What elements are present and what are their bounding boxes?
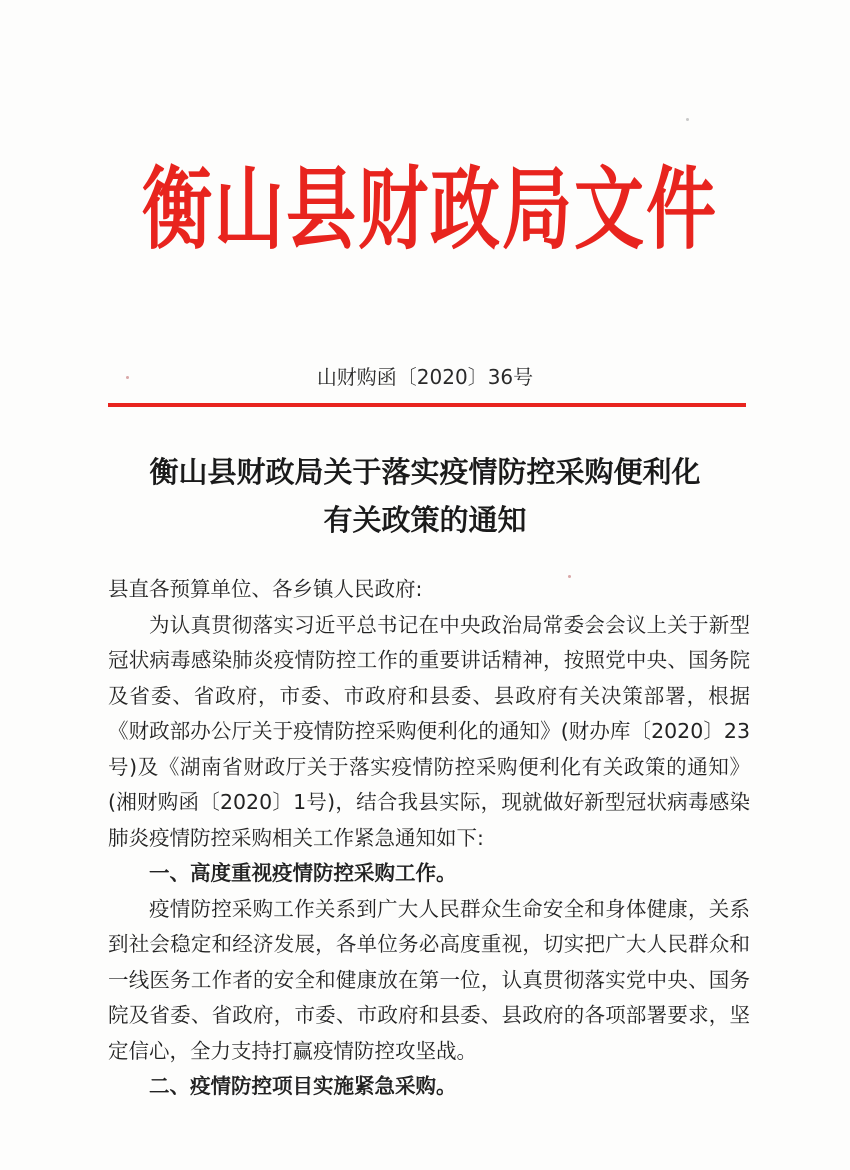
notice-title-line-2: 有关政策的通知: [323, 503, 527, 537]
scan-speck: [568, 575, 571, 578]
intro-paragraph: 为认真贯彻落实习近平总书记在中央政治局常委会会议上关于新型冠状病毒感染肺炎疫情防控工作的重要讲话精神，按照党中央、国务院及省委、省政府，市委、市政府和县委、县政府有关决策部署，根据《财政部办公厅关于疫情防控采购便利化的通知》(财办库〔2020〕23号)及《湖南省财政厅关于落实疫情防控采购便利化有关政策的通知》(湘财购函〔2020〕1号)，结合我县实际，现就做好新型冠状病毒感染肺炎疫情防控采购相关工作紧急通知如下:: [108, 612, 750, 850]
notice-title-line-1: 衡山县财政局关于落实疫情防控采购便利化: [149, 455, 701, 489]
section-1-body: 疫情防控采购工作关系到广大人民群众生命安全和身体健康，关系到社会稳定和经济发展，各单位务必高度重视，切实把广大人民群众和一线医务工作者的安全和健康放在第一位，认真贯彻落实党中央、国务院及省委、省政府，市委、市政府和县委、县政府的各项部署要求，坚定信心，全力支持打赢疫情防控攻坚战。: [108, 896, 750, 1063]
red-divider-line: [108, 403, 746, 407]
masthead-title: 衡山县财政局文件: [142, 156, 718, 263]
notice-body: [108, 572, 750, 1105]
salutation: 县直各预算单位、各乡镇人民政府:: [108, 577, 423, 601]
document-number: 山财购函〔2020〕36号: [316, 365, 534, 389]
scan-speck: [686, 118, 689, 121]
scan-speck: [126, 376, 129, 379]
section-2-heading: 二、疫情防控项目实施紧急采购。: [149, 1074, 457, 1098]
notice-title: [60, 448, 790, 544]
section-1-heading: 一、高度重视疫情防控采购工作。: [149, 861, 457, 885]
